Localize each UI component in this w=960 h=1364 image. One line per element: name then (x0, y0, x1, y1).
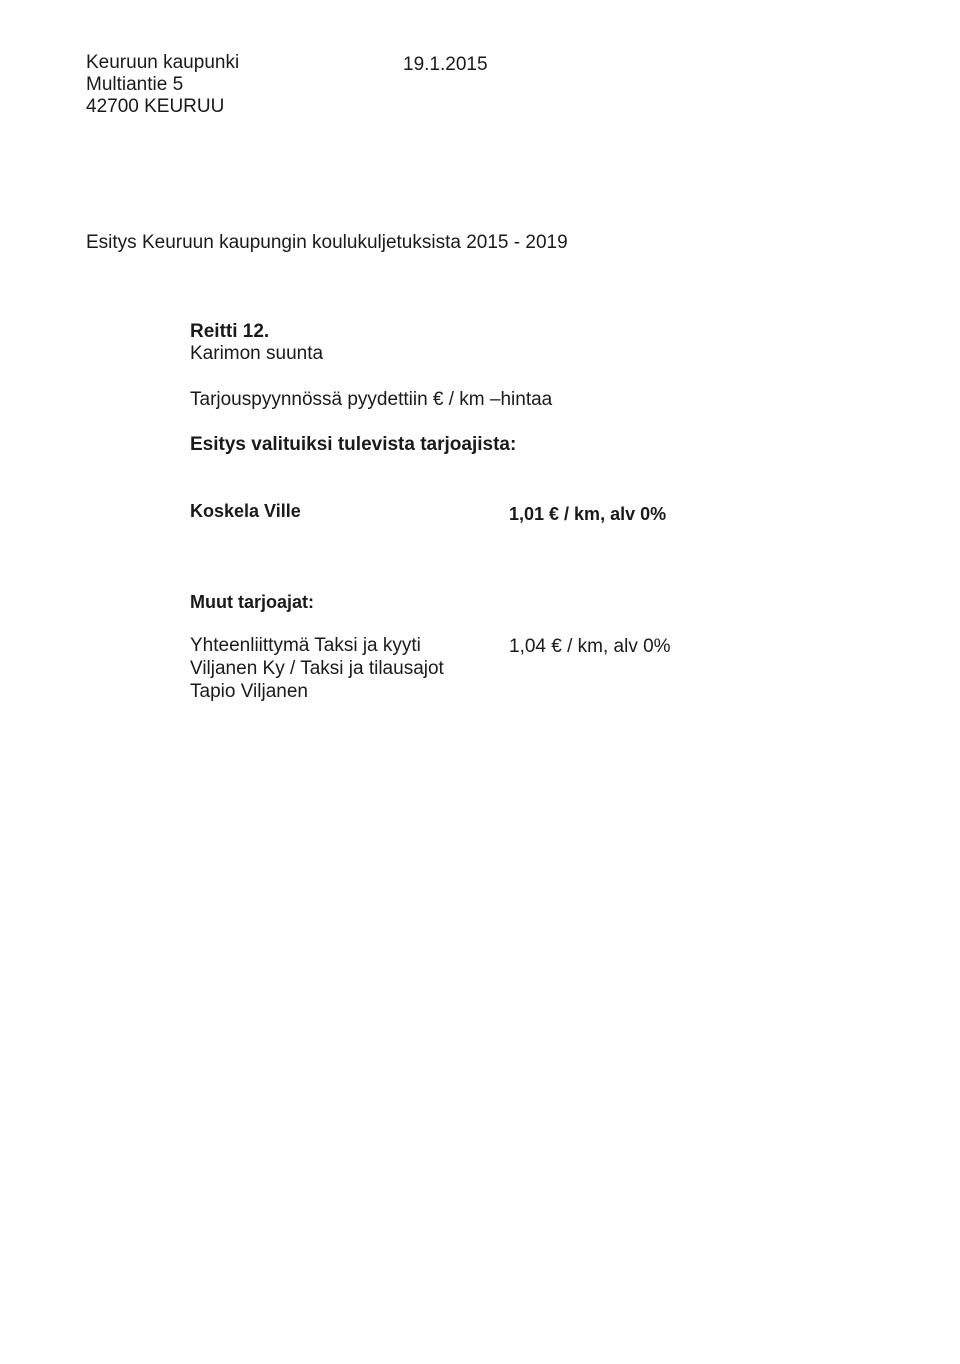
document-subject: Esitys Keuruun kaupungin koulukuljetuksista 2015 - 2019 (86, 232, 568, 253)
document-date: 19.1.2015 (403, 54, 488, 75)
other-bidder-name-line: Yhteenliittymä Taksi ja kyyti (190, 635, 421, 656)
sender-address (86, 52, 239, 118)
selected-bidder-name: Koskela Ville (190, 501, 301, 521)
other-bidder-name (190, 634, 444, 703)
other-bidder-name-line: Viljanen Ky / Taksi ja tilausajot (190, 658, 444, 679)
route-title: Reitti 12. (190, 321, 270, 342)
request-note: Tarjouspyynnössä pyydettiin € / km –hintaa (190, 389, 553, 410)
sender-postal: 42700 KEURUU (86, 96, 225, 117)
other-bidder-price: 1,04 € / km, alv 0% (509, 636, 671, 657)
sender-name: Keuruun kaupunki (86, 52, 240, 73)
selected-heading: Esitys valituiksi tulevista tarjoajista: (190, 434, 517, 455)
others-heading: Muut tarjoajat: (190, 592, 314, 612)
route-direction: Karimon suunta (190, 343, 324, 364)
other-bidder-name-line: Tapio Viljanen (190, 681, 308, 702)
selected-bidder-price: 1,01 € / km, alv 0% (509, 504, 667, 524)
sender-street: Multiantie 5 (86, 74, 184, 95)
